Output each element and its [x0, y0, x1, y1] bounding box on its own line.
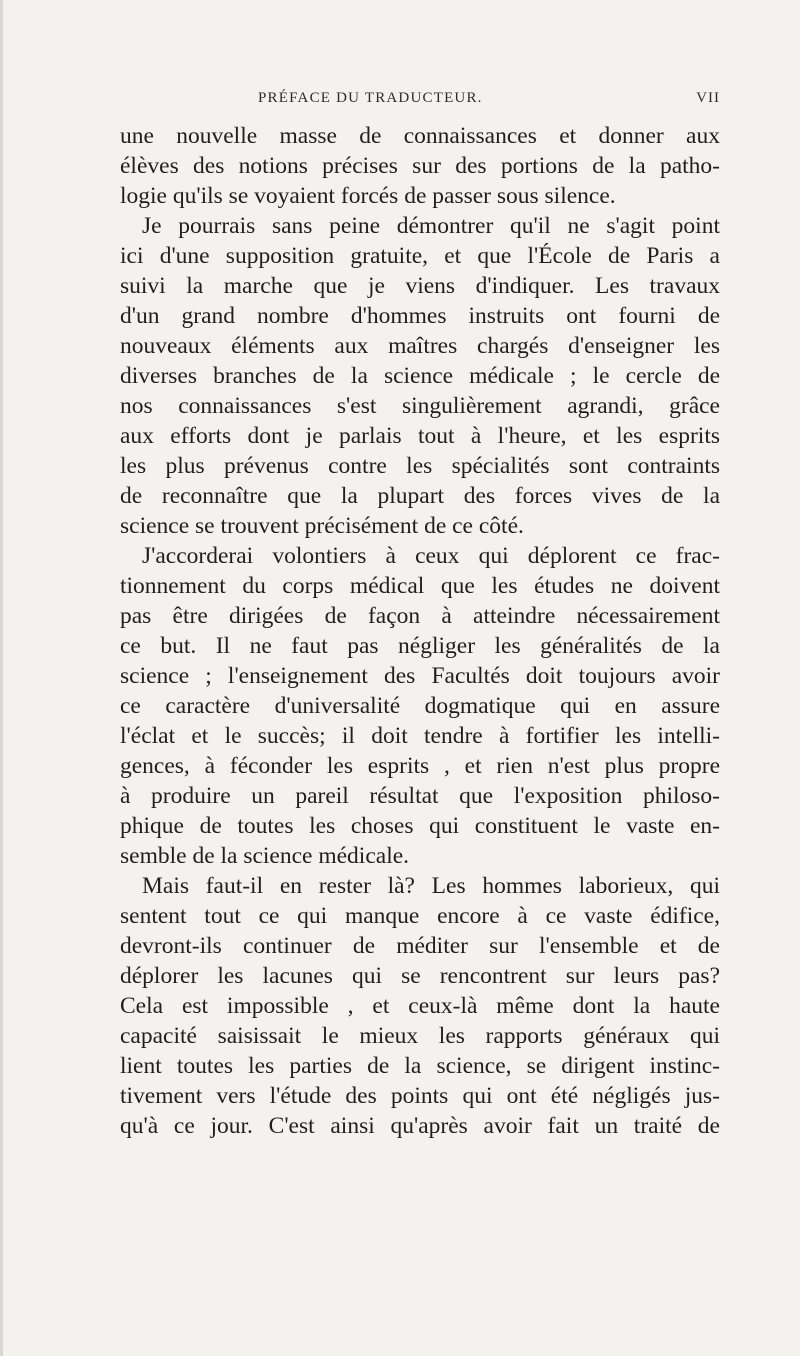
text-line: élèves des notions précises sur des portions de la patho- — [120, 153, 720, 179]
text-line: l'éclat et le succès; il doit tendre à fortifier les intelli- — [120, 723, 720, 749]
text-line: qu'à ce jour. C'est ainsi qu'après avoir fait un traité de — [120, 1113, 720, 1139]
text-line: sentent tout ce qui manque encore à ce vaste édifice, — [120, 903, 720, 929]
text-line: Cela est impossible , et ceux-là même dont la haute — [120, 993, 720, 1019]
text-line: à produire un pareil résultat que l'exposition philoso- — [120, 783, 720, 809]
text-line: d'un grand nombre d'hommes instruits ont fourni de — [120, 303, 720, 329]
text-line: lient toutes les parties de la science, se dirigent instinc- — [120, 1053, 720, 1079]
text-line: nouveaux éléments aux maîtres chargés d'enseigner les — [120, 333, 720, 359]
text-line: capacité saisissait le mieux les rapports généraux qui — [120, 1023, 720, 1049]
text-line: J'accorderai volontiers à ceux qui déplorent ce frac- — [142, 543, 720, 569]
running-head: PRÉFACE DU TRADUCTEUR. — [258, 90, 483, 106]
text-line: gences, à féconder les esprits , et rien n'est plus propre — [120, 753, 720, 779]
text-line: semble de la science médicale. — [120, 843, 410, 869]
text-line: tionnement du corps médical que les études ne doivent — [120, 573, 720, 599]
text-line: ce caractère d'universalité dogmatique qui en assure — [120, 693, 720, 719]
text-line: aux efforts dont je parlais tout à l'heure, et les esprits — [120, 423, 720, 449]
text-line: nos connaissances s'est singulièrement agrandi, grâce — [120, 393, 720, 419]
text-line: déplorer les lacunes qui se rencontrent sur leurs pas? — [120, 963, 720, 989]
text-line: tivement vers l'étude des points qui ont été négligés jus- — [120, 1083, 720, 1109]
text-line: ici d'une supposition gratuite, et que l'École de Paris a — [120, 243, 720, 269]
text-line: suivi la marche que je viens d'indiquer. Les travaux — [120, 273, 720, 299]
text-line: science ; l'enseignement des Facultés doit toujours avoir — [120, 663, 720, 689]
text-line: science se trouvent précisément de ce côté. — [120, 513, 524, 539]
text-line: logie qu'ils se voyaient forcés de passer sous silence. — [120, 183, 616, 209]
page-edge — [0, 0, 3, 1356]
text-line: Je pourrais sans peine démontrer qu'il ne s'agit point — [142, 213, 720, 239]
text-line: phique de toutes les choses qui constituent le vaste en- — [120, 813, 720, 839]
text-line: Mais faut-il en rester là? Les hommes laborieux, qui — [142, 873, 720, 899]
text-line: pas être dirigées de façon à atteindre nécessairement — [120, 603, 720, 629]
text-line: diverses branches de la science médicale ; le cercle de — [120, 363, 720, 389]
text-line: ce but. Il ne faut pas négliger les généralités de la — [120, 633, 720, 659]
text-line: les plus prévenus contre les spécialités sont contraints — [120, 453, 720, 479]
text-line: devront-ils continuer de méditer sur l'ensemble et de — [120, 933, 720, 959]
page-header — [120, 90, 720, 112]
text-line: de reconnaître que la plupart des forces vives de la — [120, 483, 720, 509]
page-number: VII — [696, 90, 720, 106]
body-text — [120, 121, 720, 1141]
text-line: une nouvelle masse de connaissances et donner aux — [120, 123, 720, 149]
